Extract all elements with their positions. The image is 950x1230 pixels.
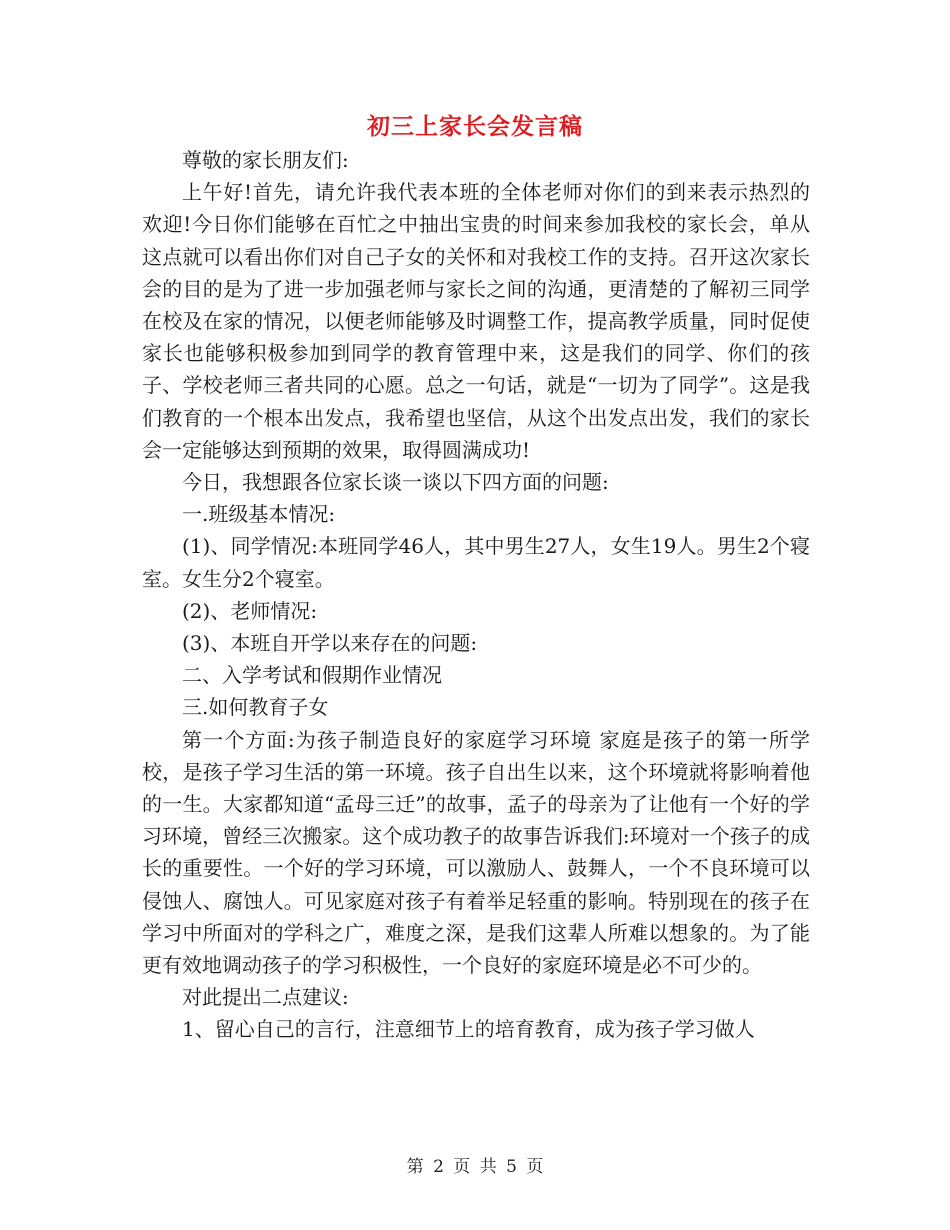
paragraph-suggestions-intro: 对此提出二点建议: (182, 985, 349, 1010)
document-title: 初三上家长会发言稿 (367, 113, 583, 140)
paragraph-suggestion-1: 1、留心自己的言行，注意细节上的培育教育，成为孩子学习做人 (182, 1017, 755, 1042)
heading-class-situation: 一.班级基本情况: (182, 502, 336, 527)
paragraph-home-environment: 第一个方面:为孩子制造良好的家庭学习环境 家庭是孩子的第一所学校，是孩子学习生活的第一环境。孩子自出生以来，这个环境就将影响着他的一生。大家都知道“孟母三迁”的故事，孟子的母亲为了让他有一个好的学习环境，曾经三次搬家。这个成功教子的故事告诉我们:环境对一个孩子的成长的重要性。一个好的学习环境，可以激励人、鼓舞人，一个不良环境可以侵蚀人、腐蚀人。可见家庭对孩子有着举足轻重的影响。特别现在的孩子在学习中所面对的学科之广，难度之深，是我们这辈人所难以想象的。为了能更有效地调动孩子的学习积极性，一个良好的家庭环境是必不可少的。 (142, 727, 810, 978)
item-student-situation: (1)、同学情况:本班同学46人，其中男生27人，女生19人。男生2个寝室。女生分2个寝室。 (142, 534, 810, 591)
document-body (142, 144, 810, 1046)
heading-entrance-exam: 二、入学考试和假期作业情况 (182, 663, 442, 688)
salutation: 尊敬的家长朋友们: (182, 148, 349, 172)
item-teacher-situation: (2)、老师情况: (182, 598, 318, 623)
paragraph-greeting: 上午好!首先，请允许我代表本班的全体老师对你们的到来表示热烈的欢迎!今日你们能够在百忙之中抽出宝贵的时间来参加我校的家长会，单从这点就可以看出你们对自己子女的关怀和对我校工作的支持。召开这次家长会的目的是为了进一步加强老师与家长之间的沟通，更清楚的了解初三同学在校及在家的情况，以便老师能够及时调整工作，提高教学质量，同时促使家长也能够积极参加到同学的教育管理中来，这是我们的同学、你们的孩子、学校老师三者共同的心愿。总之一句话，就是“一切为了同学”。这是我们教育的一个根本出发点，我希望也坚信，从这个出发点出发，我们的家长会一定能够达到预期的效果，取得圆满成功! (142, 180, 810, 462)
item-class-problems: (3)、本班自开学以来存在的问题: (182, 631, 478, 656)
page-number-footer: 第 2 页 共 5 页 (406, 1157, 544, 1177)
paragraph-topics-intro: 今日，我想跟各位家长谈一谈以下四方面的问题: (182, 470, 609, 495)
heading-educating-children: 三.如何教育子女 (182, 695, 329, 720)
